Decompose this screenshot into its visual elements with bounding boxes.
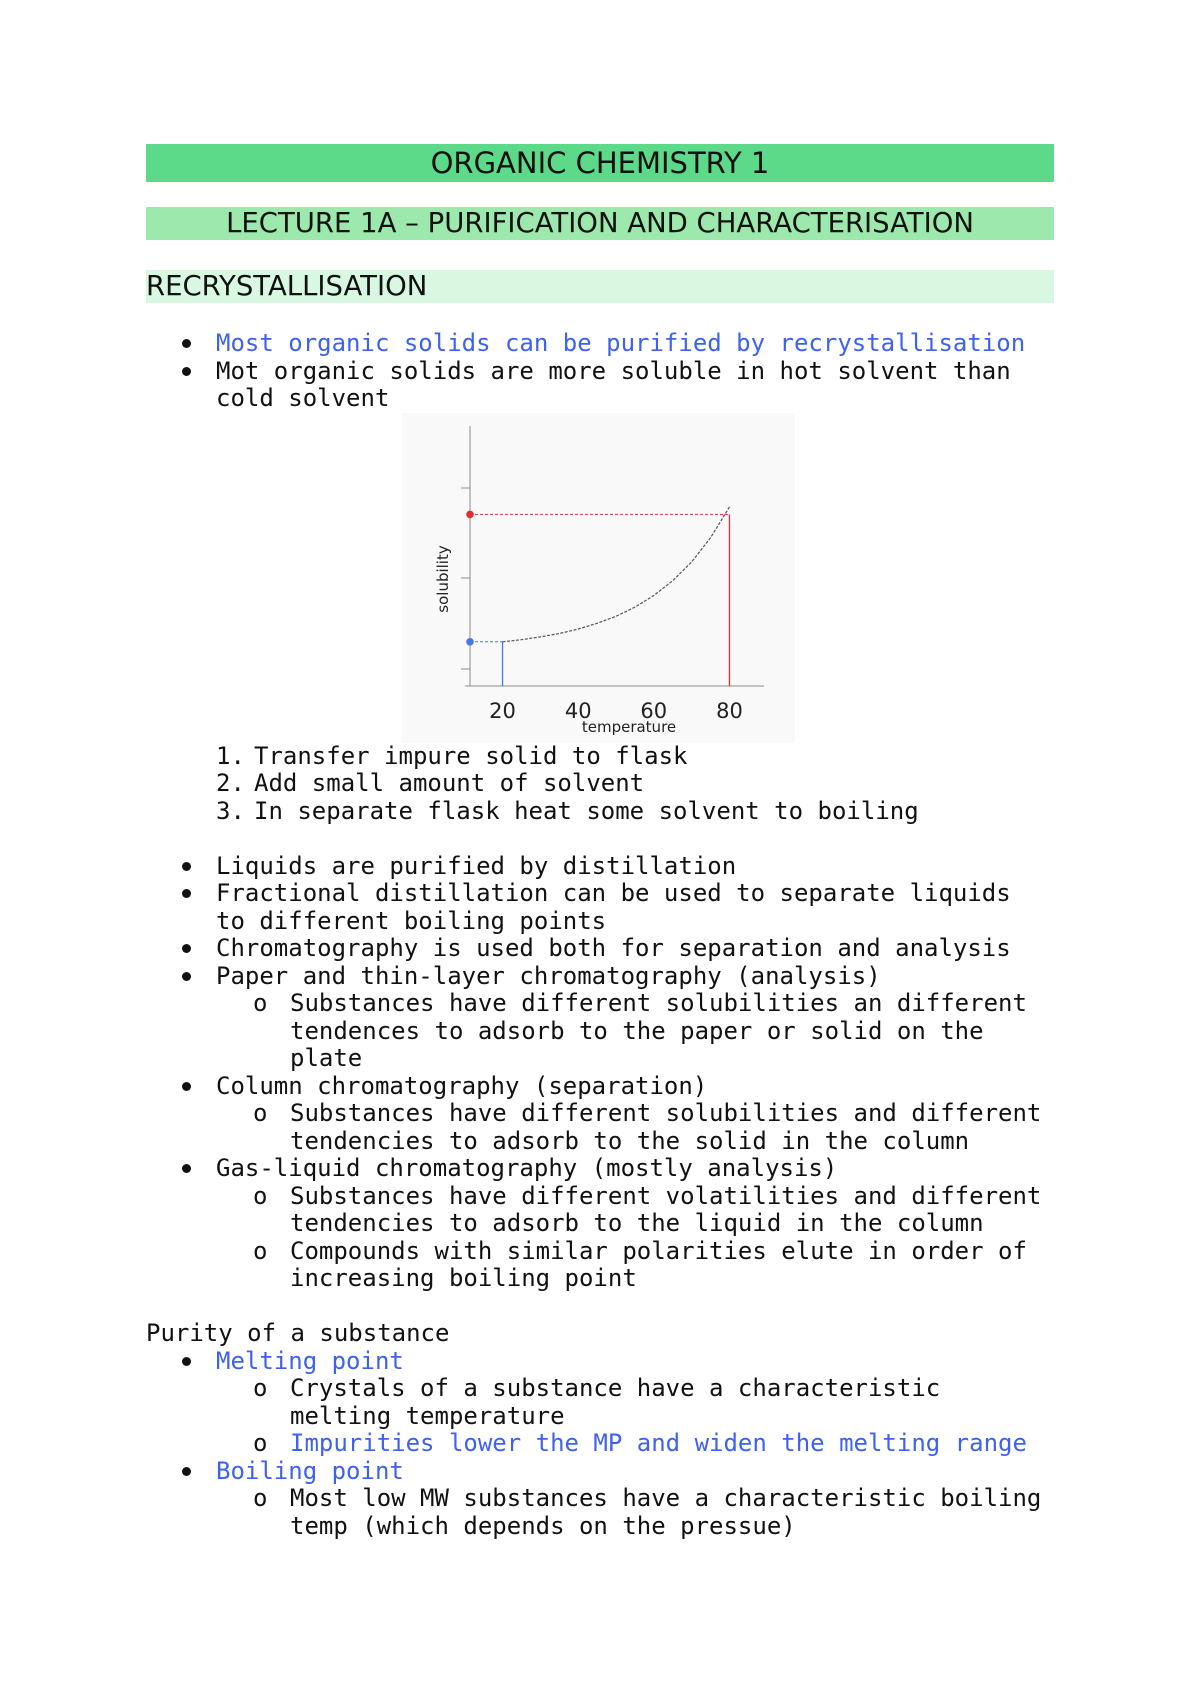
- page-title: ORGANIC CHEMISTRY 1: [146, 144, 1054, 182]
- list-item-text: Fractional distillation can be used to separate liquids: [216, 879, 1011, 907]
- point-marker-1-dot: [466, 510, 474, 518]
- sub-list-item: [146, 1238, 1054, 1293]
- sub-list-item: [146, 1430, 1054, 1458]
- bullet-icon: [182, 1082, 191, 1091]
- sub-list-item-text: Substances have different solubilities an different: [290, 989, 1027, 1017]
- sub-list-item: [146, 1375, 1054, 1430]
- bullet-icon: [182, 1357, 191, 1366]
- sub-list-item-text: temp (which depends on the pressue): [290, 1511, 796, 1540]
- sub-list-item: [146, 1100, 1054, 1155]
- step-item: [146, 743, 1054, 771]
- section-heading: RECRYSTALLISATION: [146, 270, 1054, 303]
- intro-bullet-list: [146, 330, 1054, 413]
- bullet-icon: [182, 339, 191, 348]
- list-item-text: Paper and thin-layer chromatography (analysis): [216, 961, 881, 990]
- list-item: [146, 853, 1054, 881]
- list-item-text: Boiling point: [216, 1456, 404, 1485]
- list-item: [146, 1155, 1054, 1183]
- y-axis-label: solubility: [434, 544, 452, 613]
- sub-bullet-marker: o: [253, 1429, 268, 1457]
- blank-line: [146, 1293, 1054, 1321]
- step-item: [146, 770, 1054, 798]
- sub-list-item-text: Most low MW substances have a characteristic boiling: [290, 1484, 1042, 1512]
- step-text: In separate flask heat some solvent to boiling: [254, 796, 919, 825]
- bullet-icon: [182, 862, 191, 871]
- list-item: [146, 880, 1054, 935]
- x-tick-label: 20: [489, 698, 516, 723]
- list-item-text: Mot organic solids are more soluble in hot solvent than: [216, 356, 1011, 385]
- step-text: Transfer impure solid to flask: [254, 741, 688, 770]
- list-item: [146, 358, 1054, 413]
- recrystallisation-steps: [146, 743, 1054, 826]
- sub-list-item-text: Compounds with similar polarities elute in order of: [290, 1236, 1027, 1265]
- sub-bullet-marker: o: [253, 1484, 268, 1512]
- x-axis-label: temperature: [581, 717, 677, 736]
- sub-list-item: [146, 990, 1054, 1073]
- list-item: [146, 1348, 1054, 1376]
- list-item-text: Most organic solids can be purified by recrystallisation: [216, 329, 1026, 357]
- sub-list-item-text: Substances have different volatilities and different: [290, 1181, 1042, 1210]
- list-item-text: Chromatography is used both for separation and analysis: [216, 934, 1011, 962]
- sub-list-item-text: increasing boiling point: [290, 1264, 637, 1292]
- sub-list-item-text: plate: [290, 1044, 363, 1072]
- sub-list-item-text: melting temperature: [290, 1401, 565, 1430]
- list-item-text: Column chromatography (separation): [216, 1071, 708, 1100]
- lecture-subtitle: LECTURE 1A – PURIFICATION AND CHARACTERISATION: [146, 207, 1054, 240]
- separation-bullet-list: [146, 853, 1054, 1293]
- bullet-icon: [182, 1467, 191, 1476]
- x-tick-label: 80: [716, 698, 743, 723]
- list-item-text: Gas-liquid chromatography (mostly analysis): [216, 1154, 838, 1182]
- chart-background: [402, 413, 795, 743]
- sub-list-item-text: tendences to adsorb to the paper or solid on the: [290, 1016, 984, 1045]
- list-item: [146, 330, 1054, 358]
- list-item: [146, 1073, 1054, 1101]
- sub-list-item-text: Crystals of a substance have a characteristic: [290, 1374, 941, 1402]
- sub-list-item-text: tendencies to adsorb to the liquid in the column: [290, 1209, 984, 1237]
- list-item-text: to different boiling points: [216, 906, 607, 935]
- sub-bullet-marker: o: [253, 1374, 268, 1402]
- sub-bullet-marker: o: [253, 1236, 268, 1265]
- bullet-icon: [182, 972, 191, 981]
- sub-list-item: [146, 1183, 1054, 1238]
- bullet-icon: [182, 944, 191, 953]
- bullet-icon: [182, 367, 191, 376]
- step-number: 3.: [216, 796, 245, 825]
- sub-bullet-marker: o: [253, 989, 268, 1017]
- bullet-icon: [182, 1164, 191, 1173]
- list-item-text: Melting point: [216, 1346, 404, 1375]
- solubility-chart: [402, 413, 795, 743]
- sub-bullet-marker: o: [253, 1181, 268, 1210]
- step-number: 2.: [216, 769, 245, 797]
- sub-list-item-text: Substances have different solubilities and different: [290, 1099, 1042, 1127]
- solubility-chart-svg: [402, 413, 795, 743]
- x-tick-label: 60: [640, 698, 668, 723]
- list-item: [146, 963, 1054, 991]
- list-item-text: Liquids are purified by distillation: [216, 851, 737, 880]
- step-item: [146, 798, 1054, 826]
- list-item: [146, 935, 1054, 963]
- point-marker-0-dot: [466, 638, 474, 646]
- sub-list-item-text: tendencies to adsorb to the solid in the column: [290, 1126, 970, 1155]
- sub-list-item-text: Impurities lower the MP and widen the melting range: [290, 1429, 1027, 1457]
- step-text: Add small amount of solvent: [254, 769, 645, 797]
- x-tick-label: 40: [564, 698, 592, 723]
- sub-bullet-marker: o: [253, 1099, 268, 1127]
- purity-bullet-list: [146, 1348, 1054, 1541]
- step-number: 1.: [216, 741, 245, 770]
- document-body: [146, 330, 1054, 1540]
- blank-line: [146, 825, 1054, 853]
- list-item-text: cold solvent: [216, 384, 390, 412]
- sub-list-item: [146, 1485, 1054, 1540]
- bullet-icon: [182, 889, 191, 898]
- purity-heading: Purity of a substance: [146, 1319, 450, 1347]
- list-item: [146, 1458, 1054, 1486]
